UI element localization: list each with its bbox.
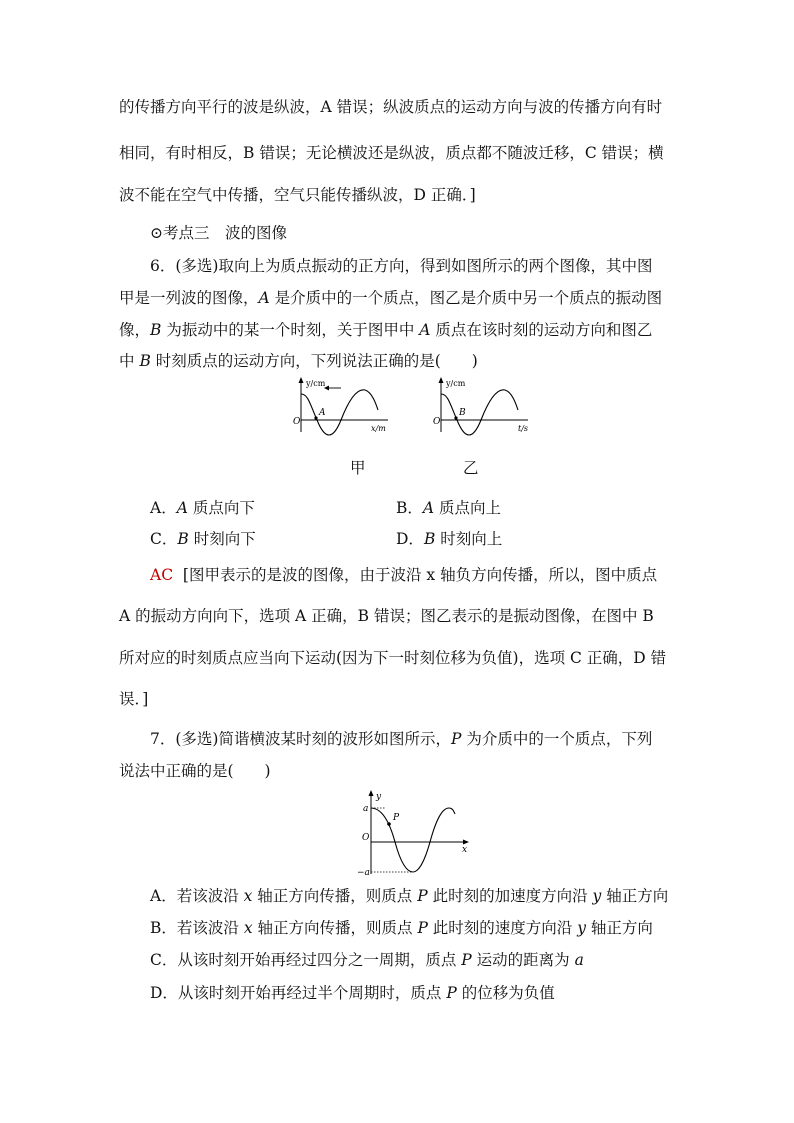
text: 7．(多选)简谐横波某时刻的波形如图所示， xyxy=(150,730,451,748)
var: P xyxy=(461,951,472,969)
x-axis-label: x/m xyxy=(371,424,386,433)
var: a xyxy=(574,951,584,969)
x-axis-arrow xyxy=(463,840,469,845)
y-axis-arrow xyxy=(369,790,374,796)
option-letter: B． xyxy=(396,499,423,517)
point-a-label: A xyxy=(319,408,326,418)
point-b-label: B xyxy=(459,408,466,418)
q7-option-b xyxy=(150,918,653,938)
option-var: B xyxy=(423,530,436,548)
vibration-curve xyxy=(441,390,518,435)
q7-wave-graph xyxy=(355,788,475,880)
option-text: 质点向下 xyxy=(187,499,255,517)
q6-stem-line xyxy=(119,320,652,340)
var: B xyxy=(150,321,162,339)
option-letter: A． xyxy=(150,499,177,517)
vibration-graph-right xyxy=(425,374,535,436)
y-axis-label: y/cm xyxy=(446,379,466,388)
q6-option-b xyxy=(396,498,501,518)
y-axis-arrow xyxy=(439,377,444,383)
amplitude-top-label: a xyxy=(363,804,369,814)
option-var: B xyxy=(177,530,189,548)
wave-curve xyxy=(371,808,455,872)
origin-label: O xyxy=(362,833,370,843)
q6-explanation-line: 所对应的时刻质点应当向下运动(因为下一时刻位移为负值)，选项 C 正确，D 错 xyxy=(119,649,667,667)
wave-graph-left xyxy=(285,374,395,436)
q6-explanation-line: 误．] xyxy=(119,690,149,708)
point-a xyxy=(314,416,317,419)
text: C．从该时刻开始再经过四分之一周期，质点 xyxy=(150,951,462,969)
var: y xyxy=(592,887,602,905)
point-p-label: P xyxy=(393,813,400,823)
figure-caption-left: 甲 xyxy=(350,459,366,477)
origin-label: O xyxy=(293,417,301,427)
option-letter: C． xyxy=(150,530,178,548)
text: 为振动中的某一个时刻，关于图甲中 xyxy=(161,321,420,339)
text: 运动的距离为 xyxy=(471,951,575,969)
text-line: 相同，有时相反，B 错误；无论横波还是纵波，质点都不随波迁移，C 错误；横 xyxy=(119,144,664,162)
point-p xyxy=(387,822,391,826)
section-heading: ⊙考点三 波的图像 xyxy=(150,224,287,242)
text: 为介质中的一个质点，下列 xyxy=(461,730,653,748)
var: P xyxy=(417,887,428,905)
q6-stem-line xyxy=(119,288,662,308)
q6-option-c xyxy=(150,529,256,549)
option-var: A xyxy=(176,499,188,517)
text: 中 xyxy=(119,352,140,370)
text: D．从该时刻开始再经过半个周期时，质点 xyxy=(150,984,447,1002)
text-line: 波不能在空气中传播，空气只能传播纵波，D 正确．] xyxy=(119,186,476,204)
q7-stem-line: 说法中正确的是( ) xyxy=(119,762,271,780)
var: y xyxy=(577,919,586,937)
text: 轴正方向传播，则质点 xyxy=(252,887,418,905)
text: 是介质中的一个质点，图乙是介质中另一个质点的振动图 xyxy=(269,289,663,307)
text: 轴正方向 xyxy=(586,919,653,937)
point-b xyxy=(454,416,457,419)
t-axis-label: t/s xyxy=(518,424,529,433)
option-letter: D． xyxy=(396,530,424,548)
option-text: 时刻向上 xyxy=(435,530,503,548)
q6-stem-line xyxy=(119,351,478,371)
text: 轴正方向 xyxy=(601,887,669,905)
q6-explanation-line: A 的振动方向向下，选项 A 正确，B 错误；图乙表示的是振动图像，在图中 B xyxy=(119,607,654,625)
var: A xyxy=(419,321,431,339)
y-axis-label: y xyxy=(376,792,382,802)
wave-curve xyxy=(301,390,378,435)
text-line: 的传播方向平行的波是纵波，A 错误；纵波质点的运动方向与波的传播方向有时 xyxy=(119,98,663,116)
var: x xyxy=(243,887,253,905)
text: 时刻质点的运动方向，下列说法正确的是( ) xyxy=(150,352,478,370)
text: 像， xyxy=(119,321,151,339)
text: B．若该波沿 xyxy=(150,919,244,937)
q6-option-a xyxy=(150,498,255,518)
text: 质点在该时刻的运动方向和图乙 xyxy=(430,321,653,339)
text: 的位移为负值 xyxy=(456,984,555,1002)
text: A．若该波沿 xyxy=(150,887,244,905)
var: P xyxy=(417,919,428,937)
q6-option-d xyxy=(396,529,502,549)
q6-stem-line: 6．(多选)取向上为质点振动的正方向，得到如图所示的两个图像，其中图 xyxy=(150,257,653,275)
q7-option-d xyxy=(150,983,555,1003)
q7-stem-line xyxy=(150,729,652,749)
text: 轴正方向传播，则质点 xyxy=(252,919,418,937)
amplitude-bottom-label: −a xyxy=(357,868,370,878)
option-text: 时刻向下 xyxy=(188,530,256,548)
q7-option-c xyxy=(150,950,584,970)
option-var: A xyxy=(422,499,435,517)
q7-option-a xyxy=(150,886,668,906)
text: 此时刻的速度方向沿 xyxy=(427,919,578,937)
var: B xyxy=(139,352,151,370)
text: 甲是一列波的图像， xyxy=(119,289,259,307)
q6-explanation-line xyxy=(150,565,657,585)
y-axis-arrow xyxy=(299,377,304,383)
var: x xyxy=(243,919,253,937)
text: 此时刻的加速度方向沿 xyxy=(427,887,593,905)
option-text: 质点向上 xyxy=(434,499,502,517)
var: A xyxy=(258,289,270,307)
x-axis-label: x xyxy=(462,845,468,855)
var: P xyxy=(446,984,457,1002)
origin-label: O xyxy=(433,417,441,427)
var: P xyxy=(450,730,462,748)
figure-caption-right: 乙 xyxy=(463,459,479,477)
answer-label: AC xyxy=(150,566,174,584)
text: [图甲表示的是波的图像，由于波沿 x 轴负方向传播，所以，图中质点 xyxy=(182,566,658,584)
y-axis-label: y/cm xyxy=(306,379,326,388)
